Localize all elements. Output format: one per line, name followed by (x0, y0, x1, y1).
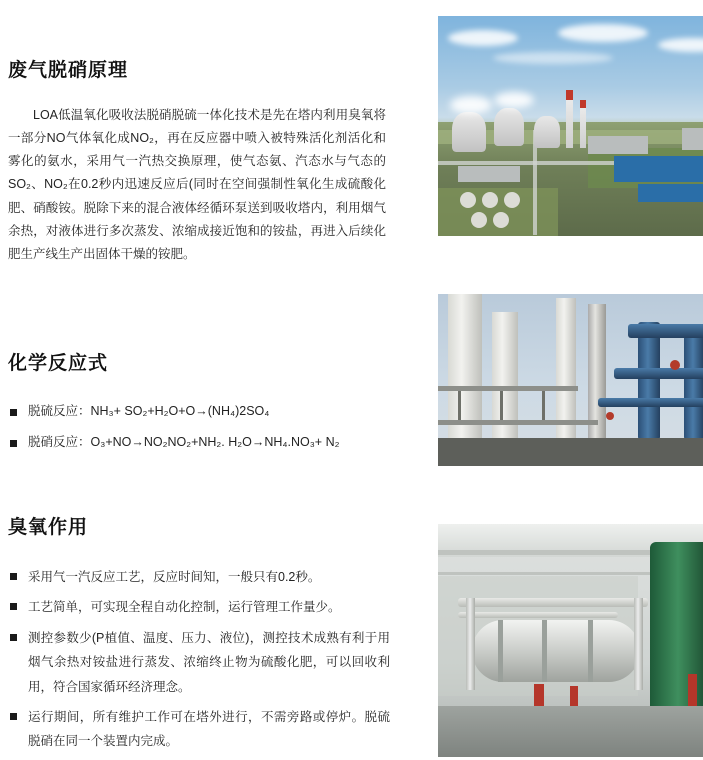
reaction-equation-list (8, 401, 388, 454)
photo-art (438, 294, 703, 466)
square-bullet-icon (10, 409, 17, 416)
section-title-ozone: 臭氧作用 (8, 517, 89, 538)
photo-art (438, 524, 703, 757)
ozone-benefit-list (8, 565, 390, 754)
list-item (8, 401, 388, 422)
bullet-text: 运行期间，所有维护工作可在塔外进行，不需旁路或停炉。脱硫脱硝在同一个装置内完成。 (28, 709, 390, 749)
photo-art (438, 16, 703, 236)
equation-text: 脱硫反应：NH₃+ SO₂+H₂O+O→(NH₄)2SO₄ (28, 404, 270, 418)
list-item (8, 595, 390, 619)
principle-paragraph: LOA低温氧化吸收法脱硝脱硫一体化技术是先在塔内利用臭氧将一部分NO气体氧化成NO₂，再在反应器中喷入被特殊活化剂活化和雾化的氨水，采用气一汽热交换原理，使气态氨、汽态水与气态的SO₂、NO₂在0.2秒内迅速反应后(同时在空间强制性氧化生成硫酸化肥、硝酸铵。脱除下来的混合液体经循环泵送到吸收塔内，利用烟气余热，对液体进行多次蒸发、浓缩成接近饱和的铵盐，再进入后续化肥生产线生产出固体干燥的铵肥。 (8, 108, 386, 261)
section-reaction (8, 348, 388, 464)
section-ozone (8, 512, 390, 760)
equation-text: 脱硝反应：O₃+NO→NO₂NO₂+NH₂. H₂O→NH₄.NO₃+ N₂ (28, 435, 340, 450)
square-bullet-icon (10, 603, 17, 610)
desulfurization-tower-piping-photo (438, 294, 703, 466)
section-title-reaction: 化学反应式 (8, 353, 109, 374)
list-item (8, 705, 390, 754)
bullet-text: 采用气一汽反应工艺，反应时间知，一般只有0.2秒。 (28, 570, 321, 584)
bullet-text: 测控参数少(P植值、温度、压力、液位)，测控技术成熟有利于用烟气余热对铵盐进行蒸发、浓缩终止物为硫酸化肥，可以回收利用，符合国家循环经济理念。 (28, 630, 390, 694)
list-item (8, 432, 388, 453)
list-item (8, 565, 390, 589)
bullet-text: 工艺简单，可实现全程自动化控制，运行管理工作量少。 (28, 600, 341, 615)
list-item (8, 626, 390, 699)
ozone-generator-equipment-photo (438, 524, 703, 757)
section-title-principle: 废气脱硝原理 (8, 60, 129, 81)
square-bullet-icon (10, 573, 17, 580)
aerial-industrial-park-photo (438, 16, 703, 236)
square-bullet-icon (10, 634, 17, 641)
square-bullet-icon (10, 440, 17, 447)
square-bullet-icon (10, 713, 17, 720)
image-column (398, 0, 703, 741)
section-principle (8, 55, 386, 266)
